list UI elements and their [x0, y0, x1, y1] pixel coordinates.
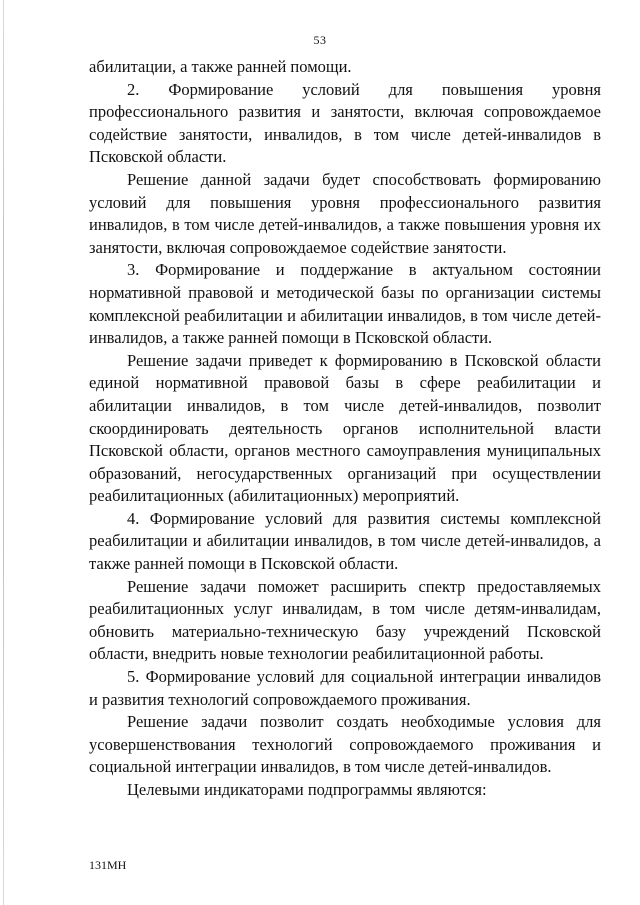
- paragraph-task-3: 3. Формирование и поддержание в актуальном состоянии нормативной правовой и методической базы по организации системы комплексной реабилитации и абилитации инвалидов, в том числе детей-инвалидов, а также ранней помощи в Псковской области.: [89, 260, 601, 348]
- page-number: 53: [313, 33, 327, 47]
- paragraph-task-5: 5. Формирование условий для социальной интеграции инвалидов и развития технологий сопровождаемого проживания.: [89, 667, 601, 709]
- footer-document-code: 131МН: [89, 858, 127, 872]
- paragraph-task-4: 4. Формирование условий для развития системы комплексной реабилитации и абилитации инвалидов, в том числе детей-инвалидов, а также ранней помощи в Псковской области.: [89, 508, 601, 574]
- paragraph-task-4-solution: Решение задачи поможет расширить спектр предоставляемых реабилитационных услуг инвалидам, в том числе детям-инвалидам, обновить материально-техническую базу учреждений Псковской области, внедрить новые технологии реабилитационной работы.: [89, 576, 601, 664]
- paragraph-task-2-solution: Решение данной задачи будет способствовать формированию условий для повышения уровня профессионального развития инвалидов, в том числе детей-инвалидов, а также повышения уровня их занятости, включая сопровождаемое содействие занятости.: [89, 169, 601, 257]
- paragraph-target-indicators: Целевыми индикаторами подпрограммы являются:: [127, 780, 487, 799]
- paragraph-continuation: абилитации, а также ранней помощи.: [89, 57, 352, 76]
- scan-left-edge: [3, 0, 4, 905]
- paragraph-task-5-solution: Решение задачи позволит создать необходимые условия для усовершенствования технологий сопровождаемого проживания и социальной интеграции инвалидов, в том числе детей-инвалидов.: [89, 712, 601, 777]
- paragraph-task-2: 2. Формирование условий для повышения уровня профессионального развития и занятости, включая сопровождаемое содействие занятости, инвалидов, в том числе детей-инвалидов в Псковской области.: [89, 79, 601, 167]
- paragraph-task-3-solution: Решение задачи приведет к формированию в Псковской области единой нормативной правовой базы в сфере реабилитации и абилитации инвалидов, в том числе детей-инвалидов, позволит скоординировать деятельность органов исполнительной власти Псковской области, органов местного самоуправления муниципальных образований, негосударственных организаций при осуществлении реабилитационных (абилитационных) мероприятий.: [89, 350, 601, 506]
- document-body: [89, 56, 601, 802]
